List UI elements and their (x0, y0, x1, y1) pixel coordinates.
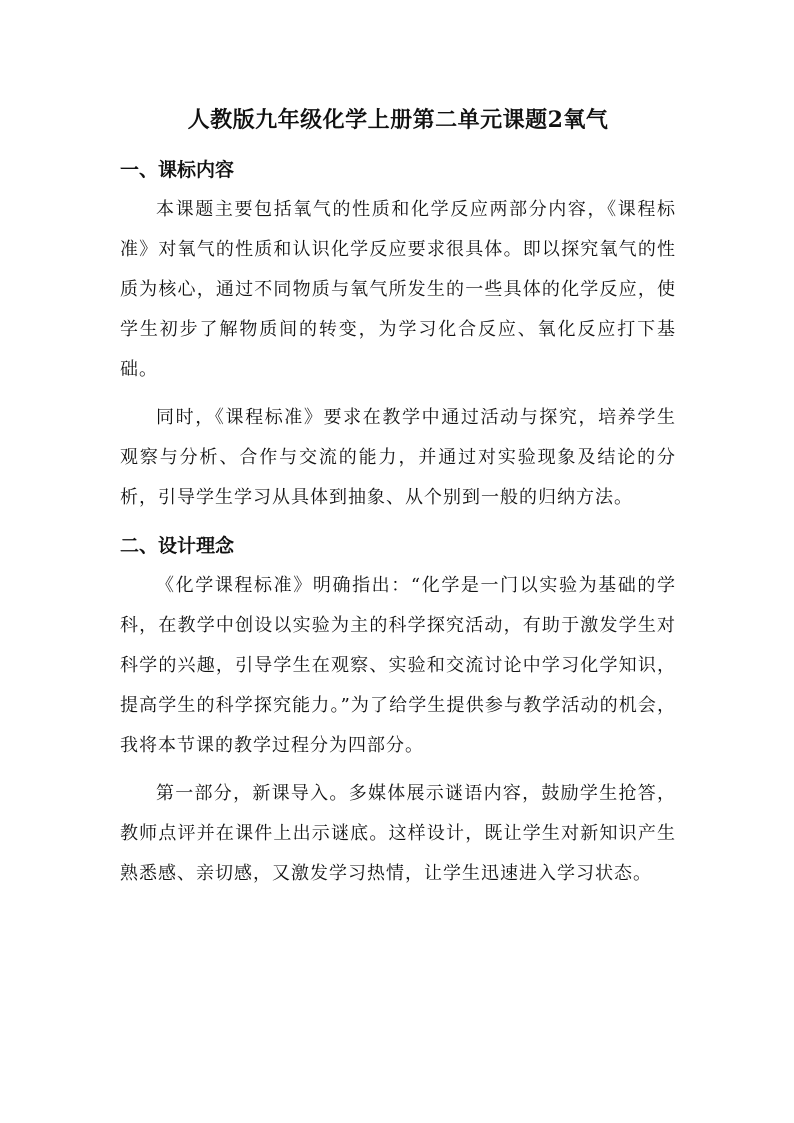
paragraph-design-1: 《化学课程标准》明确指出：“化学是一门以实验为基础的学科，在教学中创设以实验为主的科学探究活动，有助于激发学生对科学的兴趣，引导学生在观察、实验和交流讨论中学习化学知识，提高学生的科学探究能力。”为了给学生提供参与教学活动的机会，我将本节课的教学过程分为四部分。 (120, 575, 676, 756)
paragraph-standards-2: 同时，《课程标准》要求在教学中通过活动与探究，培养学生观察与分析、合作与交流的能力，并通过对实验现象及结论的分析，引导学生学习从具体到抽象、从个别到一般的归纳方法。 (120, 407, 676, 508)
document-body (120, 100, 676, 902)
section-heading-standards: 一、课标内容 (120, 159, 235, 181)
paragraph-standards-1: 本课题主要包括氧气的性质和化学反应两部分内容，《课程标准》对氧气的性质和认识化学反应要求很具体。即以探究氧气的性质为核心，通过不同物质与氧气所发生的一些具体的化学反应，使学生初步了解物质间的转变，为学习化合反应、氧化反应打下基础。 (120, 199, 676, 380)
document-title: 人教版九年级化学上册第二单元课题2氧气 (187, 107, 609, 133)
section-heading-design: 二、设计理念 (120, 535, 235, 557)
paragraph-design-2: 第一部分，新课导入。多媒体展示谜语内容，鼓励学生抢答，教师点评并在课件上出示谜底。这样设计，既让学生对新知识产生熟悉感、亲切感，又激发学习热情，让学生迅速进入学习状态。 (120, 783, 676, 884)
